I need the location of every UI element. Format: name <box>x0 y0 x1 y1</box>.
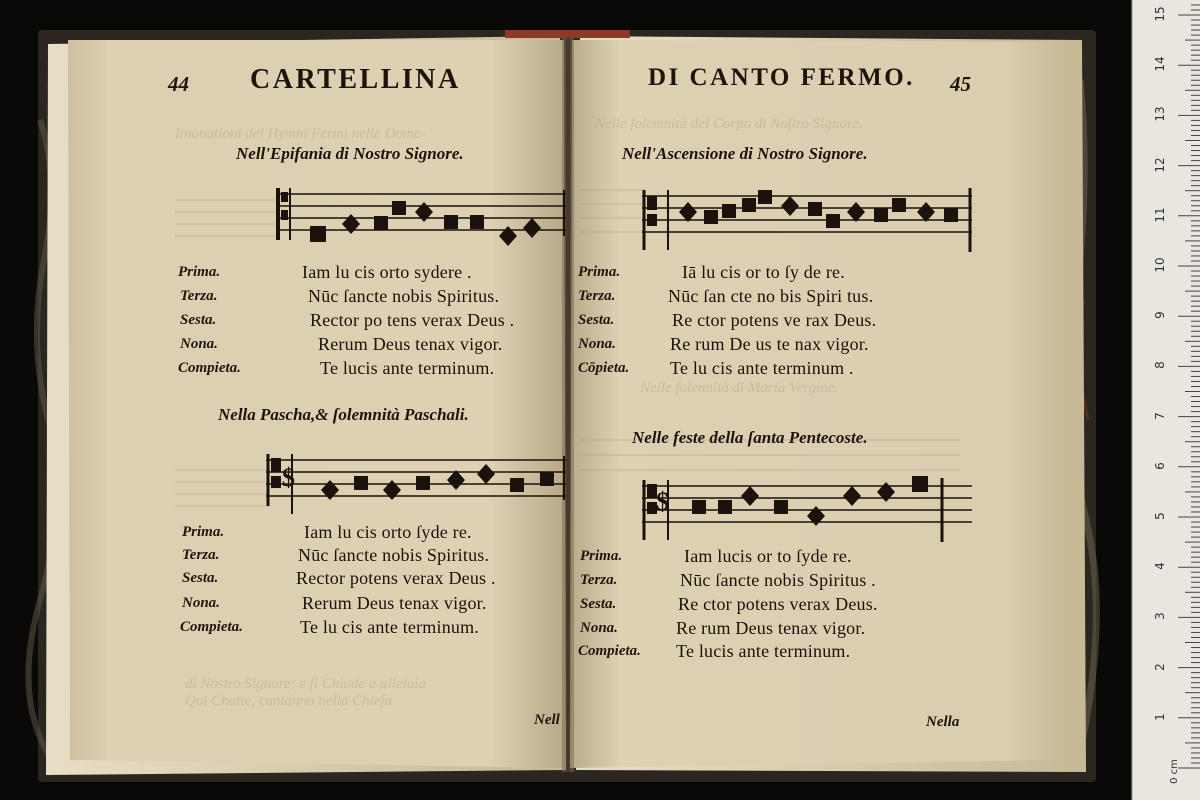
ruler-number: 15 <box>1153 6 1167 22</box>
verse-text: Iam lucis or to ſyde re. <box>684 546 852 566</box>
hour-label: Nona. <box>182 595 220 611</box>
right-catchword: Nella <box>926 714 960 730</box>
verse-text: Iam lu cis orto sydere . <box>302 262 472 282</box>
verse-text: Re ctor potens ve rax Deus. <box>672 310 877 330</box>
ruler-number: 14 <box>1153 56 1167 72</box>
verse-line <box>182 520 562 544</box>
verse-text: Te lu cis ante terminum . <box>670 358 854 378</box>
verse-line <box>578 260 978 284</box>
verse-text: Iā lu cis or to ſy de re. <box>682 262 845 282</box>
ruler-number: 4 <box>1153 562 1167 571</box>
hour-label: Nona. <box>578 336 616 352</box>
right-running-head: DI CANTO FERMO. <box>648 64 915 91</box>
ruler-number: 2 <box>1153 662 1167 671</box>
ruler-number: 9 <box>1153 311 1167 320</box>
verse-text: Te lucis ante terminum. <box>320 358 495 378</box>
verse-line <box>182 591 562 615</box>
left-running-head: CARTELLINA <box>250 64 461 95</box>
verse-line <box>182 566 562 590</box>
svg-text:Qui Chatte, cantanno nella Chi: Qui Chatte, cantanno nella Chieſa <box>185 693 393 709</box>
hymn-title-ascension: Nell'Ascensione di Nostro Signore. <box>622 144 868 163</box>
verse-line <box>182 543 562 567</box>
hour-label: Compieta. <box>180 619 243 635</box>
hour-label: Cōpieta. <box>578 360 630 376</box>
verse-line <box>578 308 978 332</box>
hour-label: Prima. <box>182 524 225 540</box>
verse-text: Rerum Deus tenax vigor. <box>302 593 487 613</box>
hour-label: Terza. <box>180 288 218 304</box>
ruler-number: 8 <box>1153 361 1167 370</box>
verse-line <box>578 356 978 380</box>
hymn-title-pentecost: Nelle feste della ſanta Pentecoste. <box>632 428 868 447</box>
hour-label: Nona. <box>580 620 618 636</box>
verse-line <box>580 592 980 616</box>
hour-label: Sesta. <box>182 570 219 586</box>
hour-label: Prima. <box>580 548 623 564</box>
verse-line <box>580 544 980 568</box>
verse-line <box>178 356 558 380</box>
hymn-title-easter: Nella Pascha,& ſolemnità Paschali. <box>218 405 469 424</box>
svg-text:di Nostro Signore; e ſi Chiude: di Nostro Signore; e ſi Chiude a alleluia <box>185 676 426 692</box>
ruler-number: 7 <box>1153 411 1167 420</box>
verse-text: Nūc ſan cte no bis Spiri tus. <box>668 286 874 306</box>
hour-label: Sesta. <box>580 596 617 612</box>
ruler-number: 6 <box>1153 461 1167 470</box>
svg-text:$: $ <box>656 487 669 516</box>
ruler-number: 11 <box>1153 207 1167 223</box>
verse-text: Iam lu cis orto ſyde re. <box>304 522 472 542</box>
hour-label: Prima. <box>578 264 621 280</box>
svg-text:Intonationi del Hymni Fermi ne: Intonationi del Hymni Fermi nelle Dome- <box>175 126 426 142</box>
ruler-number: 12 <box>1153 156 1167 173</box>
music-staff-pentecost <box>642 476 972 546</box>
verse-line <box>178 260 558 284</box>
right-folio-number: 45 <box>950 72 971 96</box>
verse-text: Re rum De us te nax vigor. <box>670 334 869 354</box>
verse-line <box>180 615 560 639</box>
svg-text:Nelle ſolemnità del Corpo di N: Nelle ſolemnità del Corpo di Noſtro Signore. <box>595 116 863 132</box>
music-staff-easter <box>266 450 566 520</box>
hour-label: Compieta. <box>578 643 641 659</box>
verse-text: Te lucis ante terminum. <box>676 641 851 661</box>
verse-text: Nūc ſancte nobis Spiritus. <box>298 545 490 565</box>
verse-text: Re ctor potens verax Deus. <box>678 594 878 614</box>
verse-text: Nūc ſancte nobis Spiritus. <box>308 286 500 306</box>
verse-text: Nūc ſancte nobis Spiritus . <box>680 570 876 590</box>
hour-label: Nona. <box>180 336 218 352</box>
ruler-number: 3 <box>1153 612 1167 621</box>
verse-line <box>580 568 980 592</box>
ruler-number: 1 <box>1153 712 1167 721</box>
verse-line <box>578 284 978 308</box>
music-staff-epiphany <box>276 184 566 254</box>
hour-label: Terza. <box>578 288 616 304</box>
measurement-ruler <box>1132 0 1200 800</box>
verse-text: Rector potens verax Deus . <box>296 568 496 588</box>
ruler-unit-label: 0 cm <box>1168 759 1180 784</box>
verse-text: Rerum Deus tenax vigor. <box>318 334 503 354</box>
ruler-number: 5 <box>1153 512 1167 520</box>
hymn-title-epiphany: Nell'Epifania di Nostro Signore. <box>236 144 464 163</box>
verse-text: Te lu cis ante terminum. <box>300 617 479 637</box>
music-staff-ascension <box>642 186 972 256</box>
ruler-number: 13 <box>1153 106 1167 123</box>
verse-line <box>180 308 560 332</box>
hour-label: Sesta. <box>180 312 217 328</box>
verse-text: Rector po tens verax Deus . <box>310 310 515 330</box>
hour-label: Terza. <box>182 547 220 563</box>
svg-text:Nelle ſolennità di Maria Vergi: Nelle ſolennità di Maria Vergine. <box>640 380 839 396</box>
verse-line <box>180 332 560 356</box>
hour-label: Sesta. <box>578 312 615 328</box>
hour-label: Prima. <box>178 264 221 280</box>
left-folio-number: 44 <box>168 72 189 96</box>
verse-line <box>580 616 980 640</box>
verse-line <box>180 284 560 308</box>
hour-label: Terza. <box>580 572 618 588</box>
verse-text: Re rum Deus tenax vigor. <box>676 618 866 638</box>
verse-line <box>578 639 978 663</box>
ruler-number: 10 <box>1153 257 1167 273</box>
svg-text:$: $ <box>282 463 295 492</box>
left-catchword: Nell <box>534 712 560 728</box>
verse-line <box>578 332 978 356</box>
hour-label: Compieta. <box>178 360 241 376</box>
